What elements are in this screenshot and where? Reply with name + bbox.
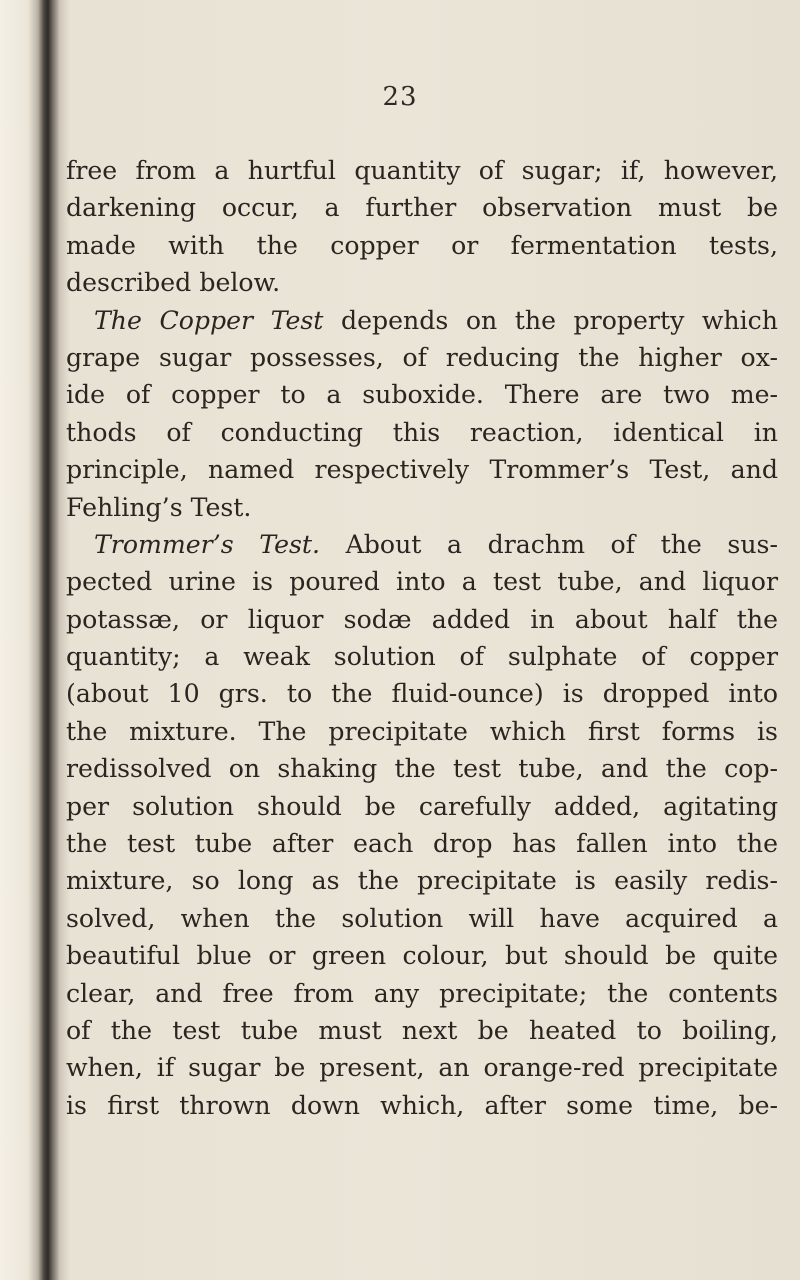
text-line: of the test tube must next be heated to boiling, xyxy=(66,1015,778,1045)
text-line: per solution should be carefully added, agitating xyxy=(66,791,778,821)
text-line: clear, and free from any precipitate; the contents xyxy=(66,978,778,1008)
text-line: the test tube after each drop has fallen into the xyxy=(66,829,778,859)
text-line: mixture, so long as the precipitate is easily redis- xyxy=(66,866,778,896)
section-heading-copper-test: The Copper Test xyxy=(94,305,324,335)
text-line: redissolved on shaking the test tube, and the cop- xyxy=(66,754,778,784)
text-line: darkening occur, a further observation must be xyxy=(66,193,778,223)
page-number: 23 xyxy=(382,82,418,112)
body-text xyxy=(66,152,778,1124)
text-line: beautiful blue or green colour, but should be quite xyxy=(66,941,778,971)
text-line: thods of conducting this reaction, identical in xyxy=(66,417,778,447)
text-line: is first thrown down which, after some time, be- xyxy=(66,1090,778,1120)
text-line: made with the copper or fermentation tests, xyxy=(66,230,778,260)
text-line: pected urine is poured into a test tube, and liquor xyxy=(66,567,778,597)
text-line: ide of copper to a suboxide. There are two me- xyxy=(66,380,778,410)
text-span: About a drachm of the sus- xyxy=(320,529,778,559)
text-line: described below. xyxy=(66,268,281,298)
text-line: free from a hurtful quantity of sugar; if, however, xyxy=(66,156,778,185)
text-line xyxy=(66,302,778,339)
text-line: the mixture. The precipitate which first forms is xyxy=(66,716,778,746)
text-line: (about 10 grs. to the fluid-ounce) is dropped into xyxy=(66,679,778,709)
text-line: quantity; a weak solution of sulphate of copper xyxy=(66,642,778,672)
text-line xyxy=(66,526,778,563)
text-line: principle, named respectively Trommer’s Test, and xyxy=(66,455,778,485)
text-line: solved, when the solution will have acquired a xyxy=(66,903,778,933)
text-line: potassæ, or liquor sodæ added in about half the xyxy=(66,604,778,634)
text-line: Fehling’s Test. xyxy=(66,492,252,522)
book-binding-edge xyxy=(0,0,70,1280)
section-heading-trommers-test: Trommer’s Test. xyxy=(94,529,321,559)
text-line: grape sugar possesses, of reducing the higher ox- xyxy=(66,342,778,372)
text-span: depends on the property which xyxy=(323,305,778,335)
text-line: when, if sugar be present, an orange-red precipitate xyxy=(66,1053,778,1083)
